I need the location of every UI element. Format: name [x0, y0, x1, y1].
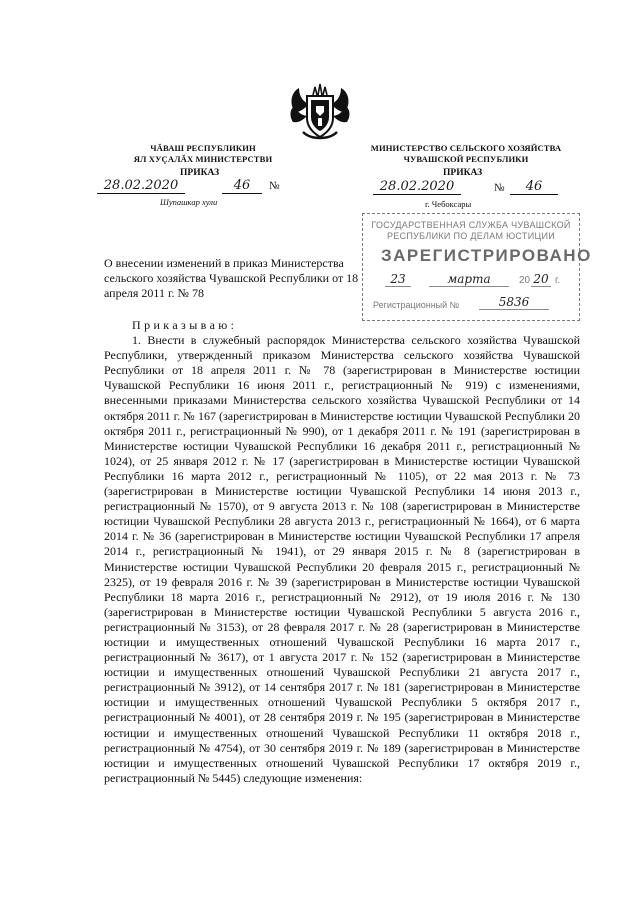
order-subject: О внесении изменений в приказ Министерства сельского хозяйства Чувашской Республики от 18 апреля 2011 г. № 78	[104, 256, 359, 300]
stamp-reg-label: Регистрационный №	[373, 300, 460, 310]
right-order-number: 46	[510, 179, 558, 195]
right-number-sign: №	[494, 182, 505, 194]
stamp-date	[379, 274, 569, 292]
registration-stamp	[362, 213, 592, 321]
stamp-reg-number: 5836	[479, 295, 549, 310]
stamp-org-line2: РЕСПУБЛИКИ ПО ДЕЛАМ ЮСТИЦИИ	[386, 231, 555, 241]
left-order-word: ПРИКАЗ	[180, 168, 220, 178]
left-header-title	[118, 143, 288, 165]
order-body	[104, 318, 580, 786]
stamp-year-prefix: 20	[519, 275, 531, 286]
left-order-number: 46	[222, 178, 262, 194]
paragraph-1: 1. Внести в служебный распорядок Министерства сельского хозяйства Чувашской Республики, утвержденный приказом Министерства сельского хозяйства Чувашской Республики от 18 апреля 2011 г. № 78 (зарегистрирован в Министерстве юстиции Чувашской Республики 16 июня 2011 г., регистрационный № 919) с изменениями, внесенными приказами Министерства сельского хозяйства Чувашской Республики от 14 октября 2011 г. № 167 (зарегистрирован в Министерстве юстиции Чувашской Республики 20 октября 2011 г., регистрационный № 990), от 1 декабря 2011 г. № 191 (зарегистрирован в Министерстве юстиции Чувашской Республики 16 декабря 2011 г., регистрационный № 1024), от 25 января 2012 г. № 17 (зарегистрирован в Министерстве юстиции Чувашской Республики 16 марта 2012 г., регистрационный № 1105), от 22 мая 2013 г. № 73 (зарегистрирован в Министерстве юстиции Чувашской Республики 14 июня 2013 г., регистрационный № 1570), от 9 августа 2013 г. № 108 (зарегистрирован в Министерстве юстиции Чувашской Республики 28 августа 2013 г., регистрационный № 1664), от 6 марта 2014 г. № 36 (зарегистрирован в Министерстве юстиции Чувашской Республики 17 апреля 2014 г., регистрационный № 1941), от 29 января 2015 г. № 8 (зарегистрирован в Министерстве юстиции Чувашской Республики 20 февраля 2015 г., регистрационный № 2325), от 19 февраля 2016 г. № 39 (зарегистрирован в Министерстве юстиции Чувашской Республики 18 марта 2016 г., регистрационный № 2912), от 19 июля 2016 г. № 130 (зарегистрирован в Министерстве юстиции Чувашской Республики 5 августа 2016 г., регистрационный № 3153), от 28 февраля 2017 г. № 28 (зарегистрирован в Министерстве юстиции и имущественных отношений Чувашской Республики 16 марта 2017 г., регистрационный № 3617), от 1 августа 2017 г. № 152 (зарегистрирован в Министерстве юстиции и имущественных отношений Чувашской Республики 21 августа 2017 г., регистрационный № 3912), от 14 сентября 2017 г. № 181 (зарегистрирован в Министерстве юстиции и имущественных отношений Чувашской Республики 5 октября 2017 г., регистрационный № 4001), от 28 сентября 2019 г. № 195 (зарегистрирован в Министерстве юстиции и имущественных отношений Чувашской Республики 11 октября 2018 г., регистрационный № 4754), от 30 сентября 2019 г. № 189 (зарегистрирован в Министерстве юстиции и имущественных отношений Чувашской Республики 17 октября 2019 г., регистрационный № 5445) следующие изменения:	[104, 333, 580, 785]
ordering-word: Приказываю:	[132, 318, 238, 332]
right-city: г. Чебоксары	[425, 199, 472, 209]
stamp-registration-number-row	[373, 295, 568, 314]
stamp-org-line1: ГОСУДАРСТВЕННАЯ СЛУЖБА ЧУВАШСКОЙ	[371, 220, 571, 230]
stamp-registered: ЗАРЕГИСТРИРОВАНО	[381, 246, 592, 265]
right-header-line2: ЧУВАШСКОЙ РЕСПУБЛИКИ	[403, 154, 529, 164]
left-order-date: 28.02.2020	[97, 178, 185, 194]
stamp-day: 23	[385, 272, 411, 287]
right-header-title	[370, 143, 562, 165]
left-header-line1: ЧĂВАШ РЕСПУБЛИКИН	[150, 143, 256, 153]
right-order-word: ПРИКАЗ	[443, 168, 483, 178]
right-order-date: 28.02.2020	[373, 179, 461, 195]
stamp-year-suffix: г.	[555, 275, 561, 286]
left-number-sign: №	[269, 180, 280, 192]
stamp-month: марта	[429, 272, 509, 287]
right-header-line1: МИНИСТЕРСТВО СЕЛЬСКОГО ХОЗЯЙСТВА	[370, 143, 562, 153]
coat-of-arms-emblem	[287, 82, 353, 142]
left-city: Шупашкар хули	[160, 197, 218, 207]
left-header-line2: ЯЛ ХУÇАЛĂХ МИНИСТЕРСТВИ	[133, 154, 273, 164]
stamp-organization	[371, 220, 571, 242]
stamp-year: 20	[531, 272, 551, 287]
